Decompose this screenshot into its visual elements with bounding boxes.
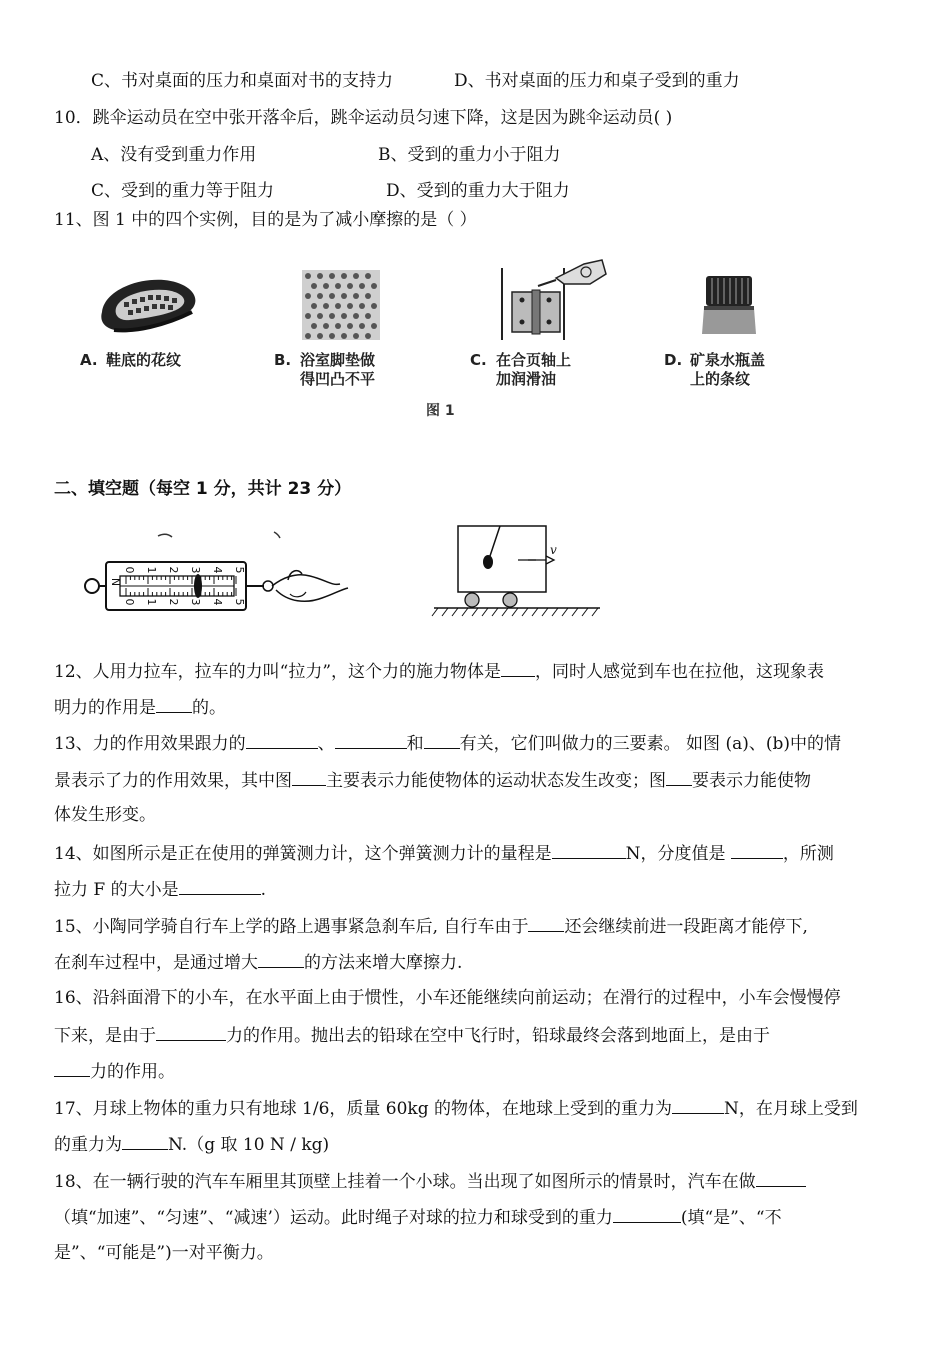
fig1-title: 图 1 bbox=[426, 403, 455, 419]
q11-stem: 11、图 1 中的四个实例，目的是为了减小摩擦的是（ ） bbox=[54, 210, 477, 230]
q16-line3: 力的作用。 bbox=[54, 1060, 175, 1082]
answer-blank[interactable] bbox=[54, 1060, 90, 1077]
hinge-oil-image bbox=[494, 256, 614, 346]
q10-option-a: A、没有受到重力作用 bbox=[91, 145, 257, 165]
q10-option-c: C、受到的重力等于阻力 bbox=[91, 181, 275, 201]
answer-blank[interactable] bbox=[731, 842, 783, 859]
q15-line1: 15、小陶同学骑自行车上学的路上遇事紧急刹车后, 自行车由于 还会继续前进一段距离才能停下, bbox=[54, 917, 808, 937]
q10-stem: 10．跳伞运动员在空中张开落伞后，跳伞运动员匀速下降，这是因为跳伞运动员( ) bbox=[54, 108, 673, 128]
answer-blank[interactable] bbox=[613, 1206, 681, 1223]
scale-bottom-tick: 1 bbox=[145, 598, 158, 606]
spring-scale-figure bbox=[82, 528, 352, 640]
q12-line1: 12、人用力拉车，拉车的力叫“拉力”，这个力的施力物体是 ，同时人感觉到车也在拉他，这现象表 bbox=[54, 662, 825, 682]
scale-top-tick: 2 bbox=[167, 566, 180, 574]
scale-top-tick: 1 bbox=[145, 566, 158, 574]
q9-option-c: C、书对桌面的压力和桌面对书的支持力 bbox=[91, 71, 394, 91]
scale-bottom-tick: 4 bbox=[211, 598, 224, 606]
fig1-caption-a: A. 鞋底的花纹 bbox=[80, 351, 182, 369]
scale-top-tick: 4 bbox=[211, 566, 224, 574]
fig1-caption-d: D. 矿泉水瓶盖 上的条纹 bbox=[664, 351, 766, 388]
answer-blank[interactable] bbox=[424, 732, 460, 749]
q17-line1: 17、月球上物体的重力只有地球 1/6，质量 60kg 的物体，在地球上受到的重力为 N，在月球上受到 bbox=[54, 1099, 858, 1119]
answer-blank[interactable] bbox=[179, 878, 261, 895]
q14-line2: 拉力 F 的大小是 . bbox=[54, 880, 267, 900]
answer-blank[interactable] bbox=[122, 1133, 168, 1150]
answer-blank[interactable] bbox=[666, 769, 692, 786]
answer-blank[interactable] bbox=[501, 660, 535, 677]
answer-blank[interactable] bbox=[335, 732, 407, 749]
scale-bottom-tick: 5 bbox=[233, 598, 246, 606]
answer-blank[interactable] bbox=[258, 951, 304, 968]
q12-line2: 明力的作用是 的。 bbox=[54, 698, 226, 718]
fig1-caption-c: C. 在合页轴上 加润滑油 bbox=[470, 351, 572, 388]
scale-top-tick: 0 bbox=[123, 566, 136, 574]
scale-unit-label: N bbox=[109, 577, 122, 587]
q16-line1: 16、沿斜面滑下的小车，在水平面上由于惯性，小车还能继续向前运动；在滑行的过程中，小车会慢慢停 bbox=[54, 988, 841, 1008]
answer-blank[interactable] bbox=[672, 1097, 724, 1114]
scale-bottom-tick: 2 bbox=[167, 598, 180, 606]
q15-line2: 在刹车过程中，是通过增大 的方法来增大摩擦力. bbox=[54, 953, 463, 973]
q14-line1: 14、如图所示是正在使用的弹簧测力计，这个弹簧测力计的量程是 N，分度值是 ，所测 bbox=[54, 844, 834, 864]
q17-line2: 的重力为 N.（g 取 10 N / kg) bbox=[54, 1135, 330, 1155]
scale-bottom-tick: 3 bbox=[189, 598, 202, 606]
bottle-cap-image bbox=[702, 276, 758, 334]
q10-option-d: D、受到的重力大于阻力 bbox=[386, 181, 570, 201]
shoe-sole-image bbox=[94, 272, 204, 342]
q13-line1: 13、力的作用效果跟力的 、 和 有关，它们叫做力的三要素。 如图 (a)、(b)中的情 bbox=[54, 734, 841, 754]
scale-top-tick: 3 bbox=[189, 566, 202, 574]
answer-blank[interactable] bbox=[528, 915, 564, 932]
scale-bottom-tick: 0 bbox=[123, 598, 136, 606]
scale-top-tick: 5 bbox=[233, 566, 246, 574]
q9-option-d: D、书对桌面的压力和桌子受到的重力 bbox=[454, 71, 740, 91]
cart-pendulum-figure bbox=[432, 520, 612, 624]
q13-line3: 体发生形变。 bbox=[54, 805, 156, 825]
q13-line2: 景表示了力的作用效果，其中图 主要表示力能使物体的运动状态发生改变；图 要表示力能使物 bbox=[54, 771, 811, 791]
velocity-label: v bbox=[550, 543, 557, 557]
answer-blank[interactable] bbox=[552, 842, 626, 859]
answer-blank[interactable] bbox=[156, 696, 192, 713]
fig1-caption-b: B. 浴室脚垫做 得凹凸不平 bbox=[274, 351, 376, 388]
bath-mat-image bbox=[302, 270, 380, 340]
answer-blank[interactable] bbox=[246, 732, 318, 749]
answer-blank[interactable] bbox=[292, 769, 326, 786]
q16-line2: 下来，是由于 力的作用。抛出去的铅球在空中飞行时，铅球最终会落到地面上，是由于 bbox=[54, 1026, 770, 1046]
answer-blank[interactable] bbox=[756, 1170, 806, 1187]
q18-line1: 18、在一辆行驶的汽车车厢里其顶壁上挂着一个小球。当出现了如图所示的情景时，汽车在做 bbox=[54, 1170, 806, 1192]
answer-blank[interactable] bbox=[156, 1024, 226, 1041]
q18-line2: （填“加速”、“匀速”、“减速’）运动。此时绳子对球的拉力和球受到的重力 (填“是”、“不 bbox=[54, 1208, 782, 1228]
section-heading: 二、填空题（每空 1 分，共计 23 分） bbox=[54, 479, 352, 499]
q18-line3: 是”、“可能是”)一对平衡力。 bbox=[54, 1243, 274, 1263]
q10-option-b: B、受到的重力小于阻力 bbox=[378, 145, 561, 165]
